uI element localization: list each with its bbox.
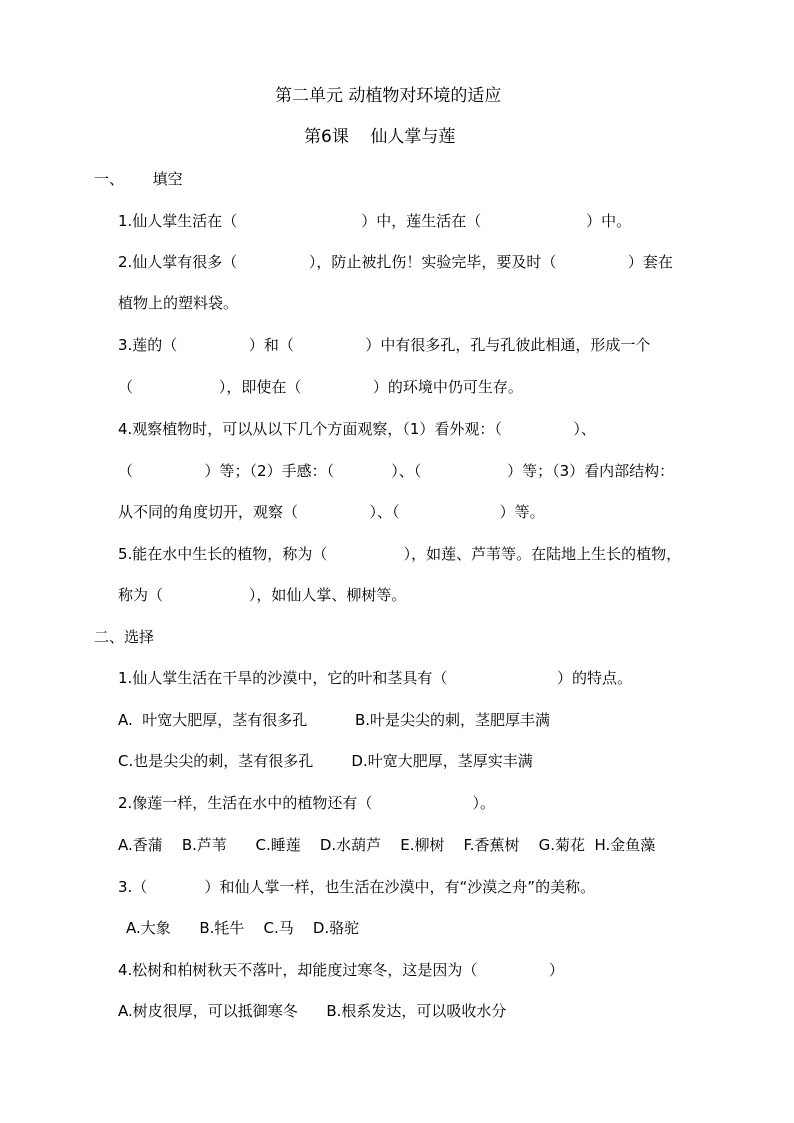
option-line: C.也是尖尖的刺，茎有很多孔 D.叶宽大肥厚，茎厚实丰满 bbox=[118, 752, 533, 770]
question-text: 4.观察植物时，可以从以下几个方面观察，（1）看外观：（ ）、 bbox=[118, 420, 596, 438]
lesson-title: 第6课 仙人掌与莲 bbox=[304, 127, 456, 147]
question-text: 植物上的塑料袋。 bbox=[118, 294, 239, 312]
section-heading-fill: 一、 填空 bbox=[94, 170, 183, 188]
option-line: A.大象 B.牦牛 C.马 D.骆驼 bbox=[126, 919, 360, 937]
question-text: （ ）等；（2）手感：（ ）、（ ）等；（3）看内部结构： bbox=[118, 462, 675, 480]
question-text: 称为（ ），如仙人掌、柳树等。 bbox=[118, 586, 407, 604]
question-text: 2.仙人掌有很多（ ），防止被扎伤！实验完毕，要及时（ ）套在 bbox=[118, 253, 673, 271]
question-text: （ ），即使在（ ）的环境中仍可生存。 bbox=[118, 378, 523, 396]
question-text: 4.松树和柏树秋天不落叶，却能度过寒冬，这是因为（ ） bbox=[118, 961, 564, 979]
question-text: 3.（ ）和仙人掌一样，也生活在沙漠中，有“沙漠之舟”的美称。 bbox=[118, 878, 596, 896]
option-line: A.树皮很厚，可以抵御寒冬 B.根系发达，可以吸收水分 bbox=[118, 1002, 507, 1020]
unit-title: 第二单元 动植物对环境的适应 bbox=[275, 86, 502, 106]
option-line: A. 叶宽大肥厚，茎有很多孔 B.叶是尖尖的刺，茎肥厚丰满 bbox=[118, 711, 551, 729]
question-text: 1.仙人掌生活在干旱的沙漠中，它的叶和茎具有（ ）的特点。 bbox=[118, 669, 632, 687]
question-text: 2.像莲一样，生活在水中的植物还有（ ）。 bbox=[118, 794, 495, 812]
question-text: 5.能在水中生长的植物，称为（ ），如莲、芦苇等。在陆地上生长的植物， bbox=[118, 545, 682, 563]
question-text: 1.仙人掌生活在（ ）中，莲生活在（ ）中。 bbox=[118, 212, 632, 230]
question-text: 3.莲的（ ）和（ ）中有很多孔，孔与孔彼此相通，形成一个 bbox=[118, 336, 651, 354]
question-text: 从不同的角度切开，观察（ ）、（ ）等。 bbox=[118, 503, 545, 521]
option-line: A.香蒲 B.芦苇 C.睡莲 D.水葫芦 E.柳树 F.香蕉树 G.菊花 H.金鱼藻 bbox=[118, 836, 656, 854]
section-heading-choice: 二、选择 bbox=[94, 628, 155, 646]
